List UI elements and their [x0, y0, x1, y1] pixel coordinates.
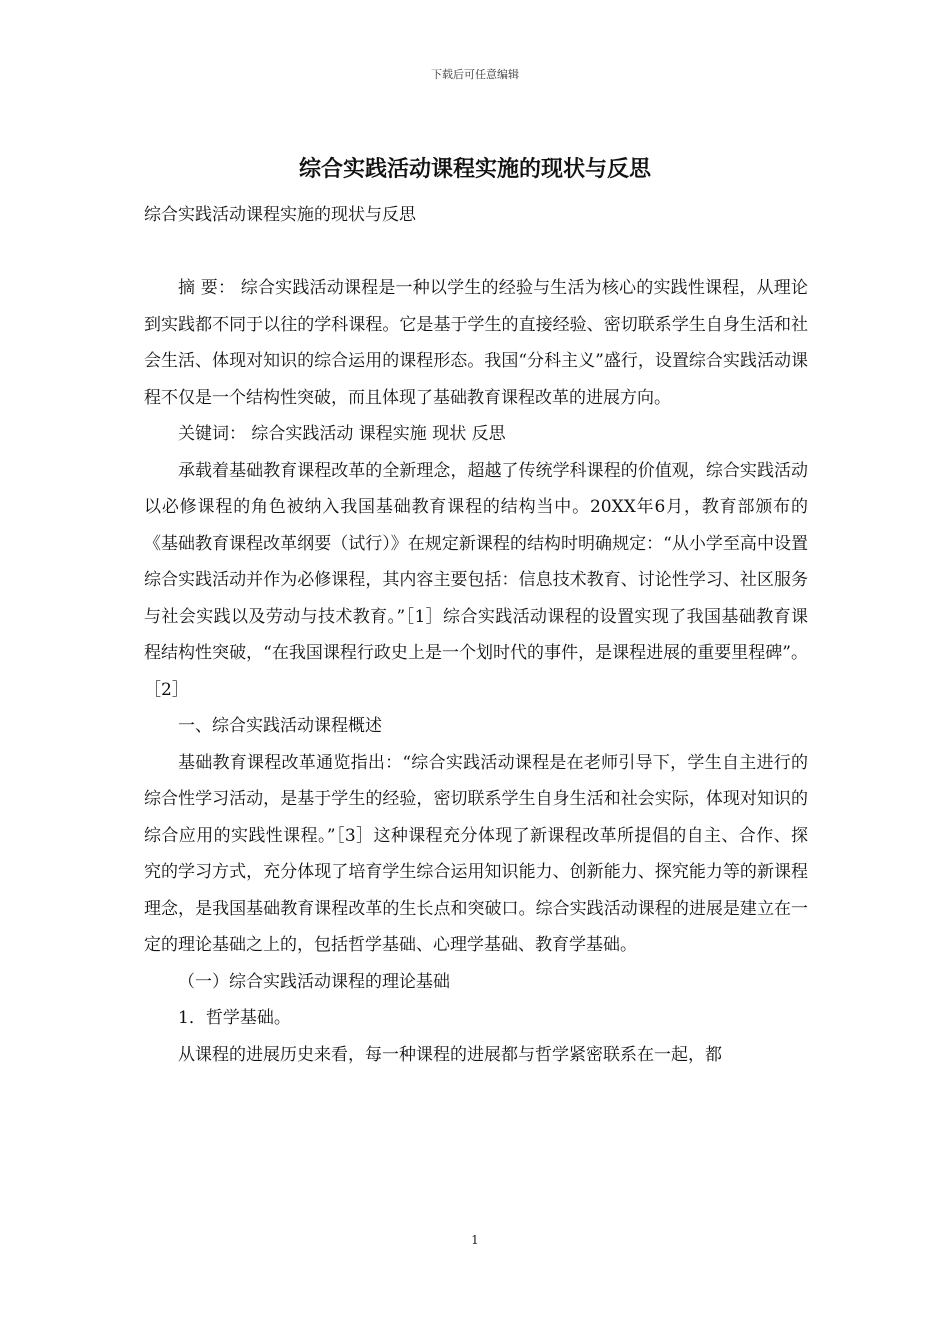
body-paragraph: 基础教育课程改革通览指出：“综合实践活动课程是在老师引导下，学生自主进行的综合性学习活动，是基于学生的经验，密切联系学生自身生活和社会实际，体现对知识的综合应用的实践性课程。”［3］这种课程充分体现了新课程改革所提倡的自主、合作、探究的学习方式，充分体现了培育学生综合运用知识能力、创新能力、探究能力等的新课程理念，是我国基础教育课程改革的生长点和突破口。综合实践活动课程的进展是建立在一定的理论基础之上的，包括哲学基础、心理学基础、教育学基础。 [144, 752, 808, 955]
document-body [144, 270, 808, 1073]
abstract-paragraph: 摘 要： 综合实践活动课程是一种以学生的经验与生活为核心的实践性课程，从理论到实践都不同于以往的学科课程。它是基于学生的直接经验、密切联系学生自身生活和社会生活、体现对知识的综合运用的课程形态。我国“分科主义”盛行，设置综合实践活动课程不仅是一个结构性突破，而且体现了基础教育课程改革的进展方向。 [144, 278, 808, 408]
header-note: 下载后可任意编辑 [431, 68, 519, 81]
body-paragraph-continued: 从课程的进展历史来看，每一种课程的进展都与哲学紧密联系在一起，都 [178, 1044, 722, 1065]
intro-paragraph: 承载着基础教育课程改革的全新理念，超越了传统学科课程的价值观，综合实践活动以必修课程的角色被纳入我国基础教育课程的结构当中。20XX年6月，教育部颁布的《基础教育课程改革纲要（试行）》在规定新课程的结构时明确规定：“从小学至高中设置综合实践活动并作为必修课程，其内容主要包括：信息技术教育、讨论性学习、社区服务与社会实践以及劳动与技术教育。”［1］综合实践活动课程的设置实现了我国基础教育课程结构性突破，“在我国课程行政史上是一个划时代的事件，是课程进展的重要里程碑”。［2］ [144, 460, 808, 700]
document-title: 综合实践活动课程实施的现状与反思 [298, 157, 651, 182]
document-subtitle: 综合实践活动课程实施的现状与反思 [144, 205, 416, 225]
subsubsection-heading: 1．哲学基础。 [178, 1008, 291, 1028]
subsection-heading: （一）综合实践活动课程的理论基础 [178, 971, 450, 992]
page-number: 1 [471, 1233, 479, 1247]
section-heading: 一、综合实践活动课程概述 [178, 716, 382, 736]
keywords-paragraph: 关键词： 综合实践活动 课程实施 现状 反思 [178, 424, 506, 444]
